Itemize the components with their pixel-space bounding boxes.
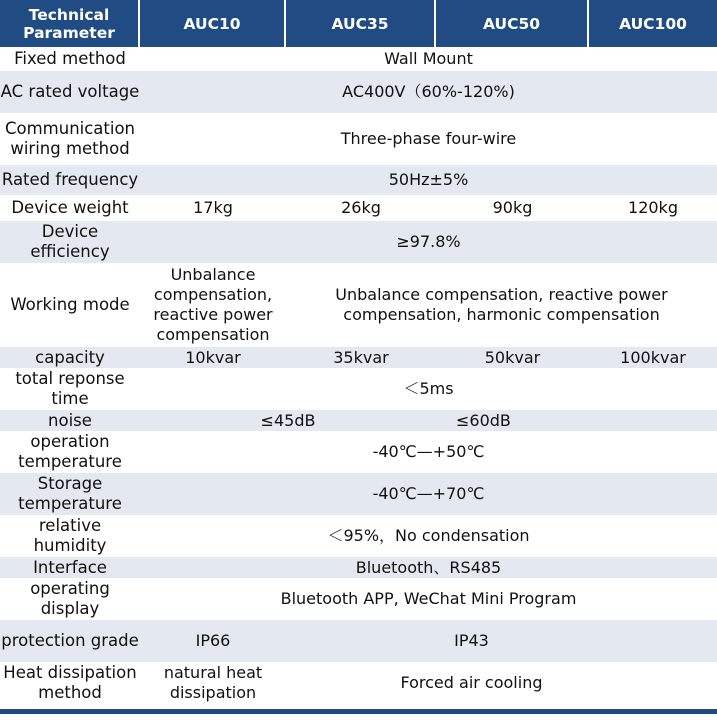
table-row xyxy=(0,195,717,221)
table-row xyxy=(0,620,717,662)
row-label: Interface xyxy=(0,557,140,578)
table-row xyxy=(0,368,717,410)
row-value: Bluetooth APP, WeChat Mini Program xyxy=(140,578,717,620)
row-value: -40℃—+50℃ xyxy=(140,431,717,473)
model-header-auc100: AUC100 xyxy=(589,0,717,47)
row-value: Wall Mount xyxy=(140,47,717,71)
row-value: -40℃—+70℃ xyxy=(140,473,717,515)
row-label: Fixed method xyxy=(0,47,140,71)
model-header-auc50: AUC50 xyxy=(436,0,589,47)
table-row xyxy=(0,47,717,71)
weight-auc10: 17kg xyxy=(140,195,286,221)
row-label: operation temperature xyxy=(0,431,140,473)
heat-auc10: natural heat dissipation xyxy=(140,662,286,704)
noise-auc10: ≤45dB xyxy=(140,410,436,431)
row-label: Device efficiency xyxy=(0,221,140,263)
row-label: Heat dissipation method xyxy=(0,662,140,704)
row-value: ＜5ms xyxy=(140,368,717,410)
table-row xyxy=(0,263,717,347)
row-label: protection grade xyxy=(0,620,140,662)
table-row xyxy=(0,473,717,515)
row-value: ＜95%，No condensation xyxy=(140,515,717,557)
row-label: operating display xyxy=(0,578,140,620)
param-header: Technical Parameter xyxy=(0,0,140,47)
row-label: relative humidity xyxy=(0,515,140,557)
row-label: total reponse time xyxy=(0,368,140,410)
row-label: capacity xyxy=(0,347,140,368)
table-row xyxy=(0,662,717,704)
protection-others: IP43 xyxy=(286,620,717,662)
protection-auc10: IP66 xyxy=(140,620,286,662)
row-label: Storage temperature xyxy=(0,473,140,515)
row-value: Bluetooth、RS485 xyxy=(140,557,717,578)
table-row xyxy=(0,71,717,113)
weight-auc50: 90kg xyxy=(436,195,589,221)
row-label: Device weight xyxy=(0,195,140,221)
noise-others: ≤60dB xyxy=(436,410,717,431)
header-row xyxy=(0,0,717,47)
row-label: Working mode xyxy=(0,263,140,347)
table-row xyxy=(0,431,717,473)
table-row xyxy=(0,347,717,368)
row-value: AC400V（60%-120%) xyxy=(140,71,717,113)
table-row xyxy=(0,221,717,263)
table-row xyxy=(0,165,717,195)
row-value: 50Hz±5% xyxy=(140,165,717,195)
row-label: Rated frequency xyxy=(0,165,140,195)
capacity-auc100: 100kvar xyxy=(589,347,717,368)
table-row xyxy=(0,515,717,557)
row-label: AC rated voltage xyxy=(0,71,140,113)
capacity-auc50: 50kvar xyxy=(436,347,589,368)
weight-auc100: 120kg xyxy=(589,195,717,221)
table-row xyxy=(0,578,717,620)
working-mode-others: Unbalance compensation, reactive power compensation, harmonic compensation xyxy=(286,263,717,347)
heat-others: Forced air cooling xyxy=(286,662,717,704)
row-label: noise xyxy=(0,410,140,431)
weight-auc35: 26kg xyxy=(286,195,436,221)
row-value: Three-phase four-wire xyxy=(140,113,717,165)
table-row xyxy=(0,410,717,431)
row-value: ≥97.8% xyxy=(140,221,717,263)
working-mode-auc10: Unbalance compensation, reactive power compensation xyxy=(140,263,286,347)
capacity-auc35: 35kvar xyxy=(286,347,436,368)
table-row xyxy=(0,113,717,165)
bottom-divider xyxy=(0,709,717,714)
model-header-auc10: AUC10 xyxy=(140,0,286,47)
model-header-auc35: AUC35 xyxy=(286,0,436,47)
row-label: Communication wiring method xyxy=(0,113,140,165)
capacity-auc10: 10kvar xyxy=(140,347,286,368)
table-row xyxy=(0,557,717,578)
